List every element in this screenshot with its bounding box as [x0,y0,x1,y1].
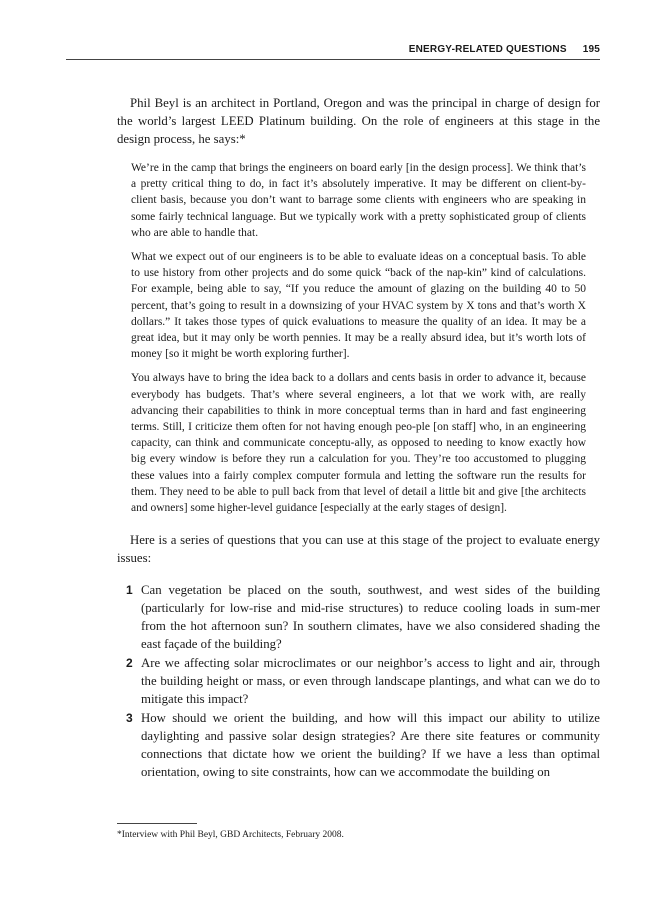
question-item [117,581,600,653]
quote-paragraph: What we expect out of our engineers is to be able to evaluate ideas on a conceptual basis. To able to use history from other projects and do some quick “back of the nap-kin” kind of calculations. For example, being able to say, “If you reduce the amount of glazing on the building 40 to 50 percent, that’s going to result in a downsizing of your HVAC system by X tons and that’s worth X dollars.” It takes those types of quick evaluations to measure the quality of an idea. It may be a great idea, but it may only be worth pennies. It may be a really absurd idea, but it’s worth lots of money [so it might be worth exploring further]. [131,251,586,361]
question-number: 2 [126,656,133,671]
intro-paragraph: Phil Beyl is an architect in Portland, Oregon and was the principal in charge of design for the world’s largest LEED Platinum building. On the role of engineers at this stage in the design process, he says:* [117,96,600,146]
footnote-rule [117,823,197,824]
question-number: 1 [126,583,133,598]
footnote: *Interview with Phil Beyl, GBD Architects, February 2008. [117,830,344,840]
question-number: 3 [126,711,133,726]
page-number: 195 [582,44,600,55]
main-text [117,94,600,782]
question-item [117,654,600,708]
question-item [117,709,600,781]
question-text: How should we orient the building, and how will this impact our ability to utilize daylighting and passive solar design strategies? Are there site features or community connections that dictate how we orient the building? If we have a less than optimal orientation, owing to site constraints, how can we accommodate the building on [141,711,600,780]
quote-paragraph: You always have to bring the idea back to a dollars and cents basis in order to advance it, because everybody has budgets. That’s where several engineers, a lot that we work with, are really advancing their capabilities to think in more conceptual terms than in hard and fast engineering terms. Still, I criticize them often for not having enough peo-ple [on staff] who, in an engineering capacity, can think and communicate conceptu-ally, as opposed to needing to know exactly how big every window is before they run a calculation for you. They’re too accustomed to plugging these values into a fairly complex computer formula and letting the software run the results for them. They need to be able to pull back from that level of detail a little bit and give [the architects and owners] some higher-level guidance [especially at the early stages of design]. [131,372,586,515]
question-text: Can vegetation be placed on the south, southwest, and west sides of the building (particularly for low-rise and mid-rise structures) to reduce cooling loads in sum-mer from the hot afternoon sun? In southern climates, have we also considered shading the east façade of the building? [141,583,600,652]
block-quote [131,160,586,516]
header-rule [66,59,600,60]
question-list [117,581,600,781]
questions-intro: Here is a series of questions that you can use at this stage of the project to evaluate energy issues: [117,533,600,566]
running-header-title: ENERGY-RELATED QUESTIONS [408,44,567,55]
running-header [66,44,600,58]
quote-paragraph: We’re in the camp that brings the engineers on board early [in the design process]. We think that’s a pretty critical thing to do, in fact it’s absolutely imperative. It may be different on client-by-client basis, because you don’t want to barrage some clients with engineers who are speaking in some fairly technical language. But we typically work with a pretty sophisticated group of clients who are able to handle that. [131,162,586,239]
question-text: Are we affecting solar microclimates or our neighbor’s access to light and air, through the building height or mass, or even through landscape plantings, and what can we do to mitigate this impact? [141,656,600,707]
